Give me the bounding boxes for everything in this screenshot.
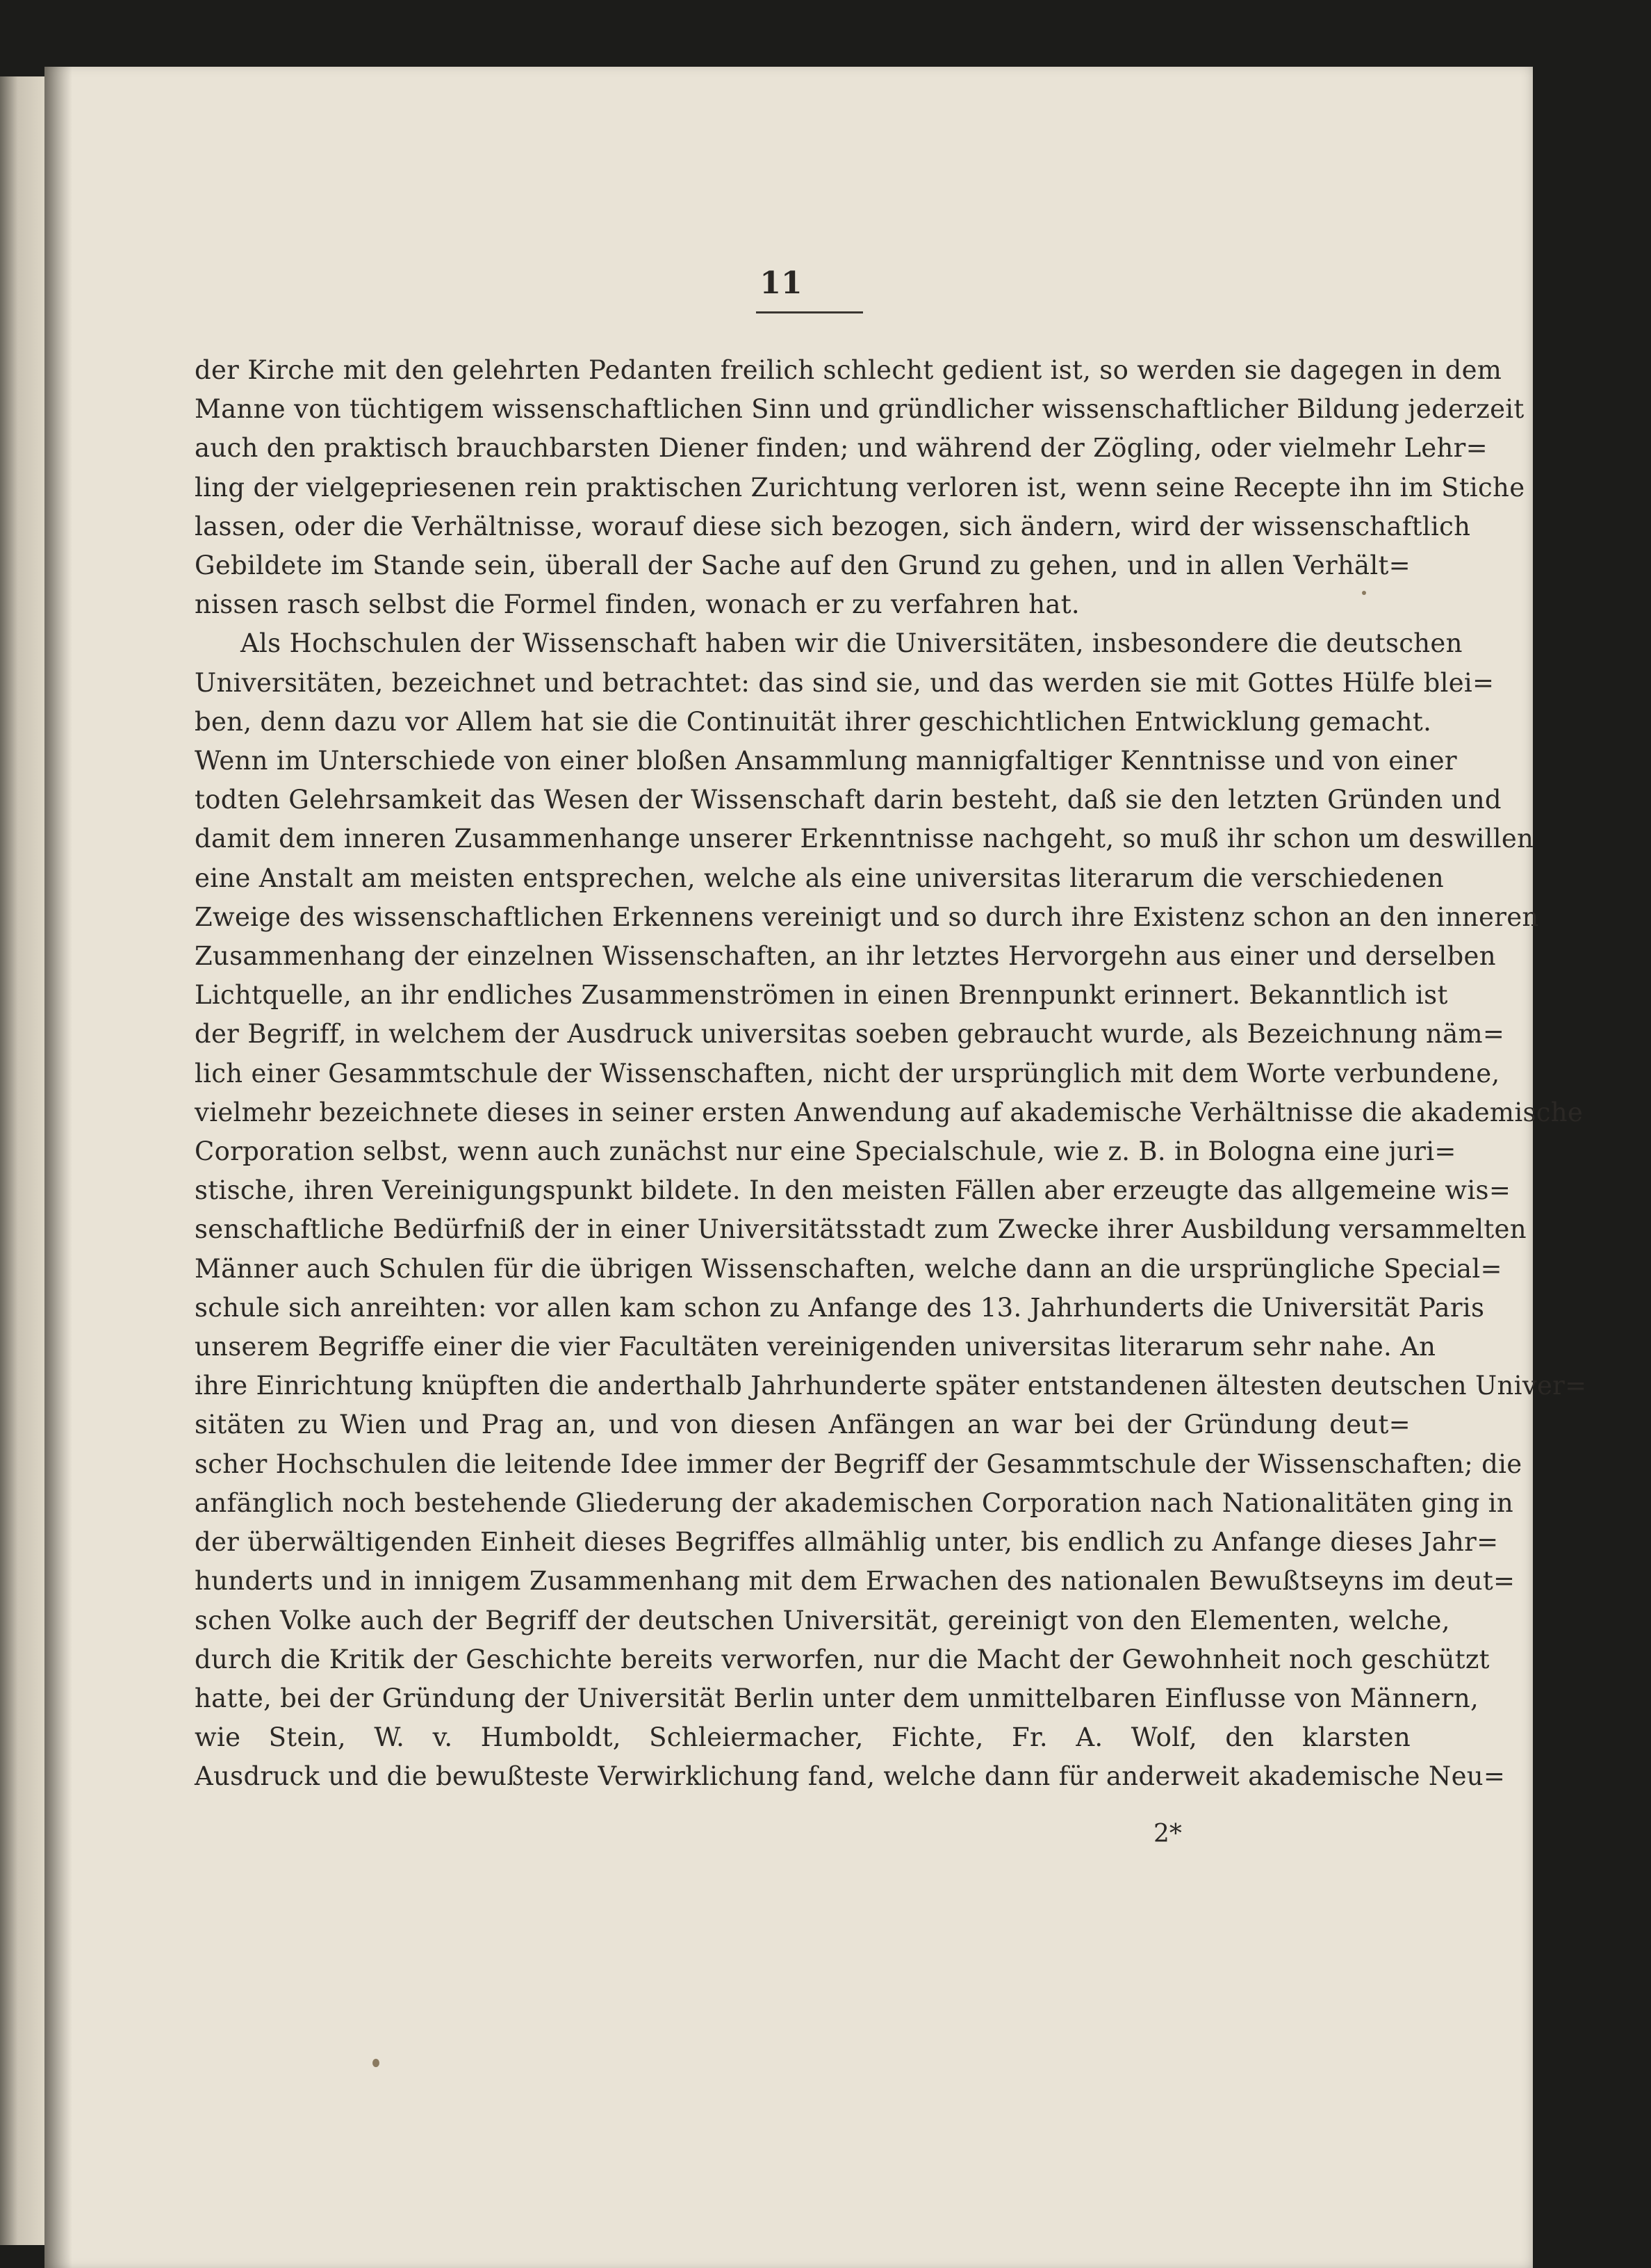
text-line: ling der vielgepriesenen rein praktischen Zurichtung verloren ist, wenn seine Recepte ihn im Stiche (195, 472, 1525, 503)
text-line: der Kirche mit den gelehrten Pedanten freilich schlecht gedient ist, so werden sie dagegen in dem (195, 355, 1502, 385)
paper-speck (372, 2059, 379, 2067)
text-line: Lichtquelle, an ihr endliches Zusammenströmen in einen Brennpunkt erinnert. Bekanntlich ist (195, 980, 1448, 1011)
text-line: schen Volke auch der Begriff der deutschen Universität, gereinigt von den Elementen, welche, (195, 1605, 1450, 1635)
page-number-rule (756, 311, 863, 313)
text-line: eine Anstalt am meisten entsprechen, welche als eine universitas literarum die verschiedenen (195, 863, 1445, 893)
text-line: scher Hochschulen die leitende Idee immer der Begriff der Gesammtschule der Wissenschaften; die (195, 1449, 1522, 1479)
text-line: Corporation selbst, wenn auch zunächst nur eine Specialschule, wie z. B. in Bologna eine juri= (195, 1136, 1456, 1167)
text-line: ihre Einrichtung knüpften die anderthalb Jahrhunderte später entstandenen ältesten deutschen Univer= (195, 1371, 1587, 1401)
text-line: Zusammenhang der einzelnen Wissenschaften, an ihr letztes Hervorgehn aus einer und derselben (195, 941, 1496, 972)
text-line: Männer auch Schulen für die übrigen Wissenschaften, welche dann an die ursprüngliche Special= (195, 1253, 1502, 1284)
text-line: durch die Kritik der Geschichte bereits verworfen, nur die Macht der Gewohnheit noch geschützt (195, 1644, 1490, 1674)
text-line: senschaftliche Bedürfniß der in einer Universitätsstadt zum Zwecke ihrer Ausbildung versammelten (195, 1214, 1527, 1245)
text-line: Gebildete im Stande sein, überall der Sache auf den Grund zu gehen, und in allen Verhält= (195, 550, 1411, 581)
text-line: Ausdruck und die bewußteste Verwirklichung fand, welche dann für anderweit akademische Neu= (195, 1761, 1506, 1792)
text-line: Wenn im Unterschiede von einer bloßen Ansammlung mannigfaltiger Kenntnisse und von einer (195, 746, 1457, 776)
facing-page-edge (0, 76, 44, 2245)
text-line: Als Hochschulen der Wissenschaft haben wir die Universitäten, insbesondere die deutschen (240, 628, 1463, 659)
text-line: auch den praktisch brauchbarsten Diener finden; und während der Zögling, oder vielmehr Lehr= (195, 433, 1488, 464)
text-line: lassen, oder die Verhältnisse, worauf diese sich bezogen, sich ändern, wird der wissenschaftlich (195, 511, 1471, 541)
page-gutter-shadow (44, 67, 72, 2268)
text-line: der überwältigenden Einheit dieses Begriffes allmählig unter, bis endlich zu Anfange dieses Jahr= (195, 1527, 1499, 1558)
text-line: ben, denn dazu vor Allem hat sie die Continuität ihrer geschichtlichen Entwicklung gemacht. (195, 706, 1432, 737)
text-line: sitäten zu Wien und Prag an, und von diesen Anfängen an war bei der Gründung deut= (195, 1410, 1411, 1440)
text-line: anfänglich noch bestehende Gliederung der akademischen Corporation nach Nationalitäten ging in (195, 1487, 1514, 1518)
body-text (195, 351, 1587, 1797)
text-line: unserem Begriffe einer die vier Facultäten vereinigenden universitas literarum sehr nahe. An (195, 1332, 1436, 1362)
text-line: todten Gelehrsamkeit das Wesen der Wissenschaft darin besteht, daß sie den letzten Gründen und (195, 785, 1502, 815)
paper-speck (1362, 591, 1366, 595)
signature-mark: 2* (1153, 1820, 1182, 1848)
text-line: Universitäten, bezeichnet und betrachtet: das sind sie, und das werden sie mit Gottes Hülfe blei= (195, 667, 1495, 698)
text-line: hunderts und in innigem Zusammenhang mit dem Erwachen des nationalen Bewußtseyns im deut= (195, 1566, 1516, 1597)
text-line: lich einer Gesammtschule der Wissenschaften, nicht der ursprünglich mit dem Worte verbundene, (195, 1058, 1500, 1088)
text-line: Zweige des wissenschaftlichen Erkennens vereinigt und so durch ihre Existenz schon an den inneren (195, 902, 1539, 932)
text-line: stische, ihren Vereinigungspunkt bildete. In den meisten Fällen aber erzeugte das allgemeine wis= (195, 1175, 1511, 1206)
text-line: schule sich anreihten: vor allen kam schon zu Anfange des 13. Jahrhunderts die Universität Paris (195, 1292, 1485, 1323)
text-line: wie Stein, W. v. Humboldt, Schleiermacher, Fichte, Fr. A. Wolf, den klarsten (195, 1722, 1411, 1753)
text-line: nissen rasch selbst die Formel finden, wonach er zu verfahren hat. (195, 589, 1080, 620)
text-line: vielmehr bezeichnete dieses in seiner ersten Anwendung auf akademische Verhältnisse die akademische (195, 1097, 1584, 1127)
text-line: der Begriff, in welchem der Ausdruck universitas soeben gebraucht wurde, als Bezeichnung näm= (195, 1019, 1505, 1050)
text-line: Manne von tüchtigem wissenschaftlichen Sinn und gründlicher wissenschaftlicher Bildung jederzeit (195, 394, 1525, 425)
text-line: hatte, bei der Gründung der Universität Berlin unter dem unmittelbaren Einflusse von Männern, (195, 1683, 1479, 1713)
text-line: damit dem inneren Zusammenhange unserer Erkenntnisse nachgeht, so muß ihr schon um deswillen (195, 824, 1534, 854)
page-number: 11 (759, 266, 803, 301)
